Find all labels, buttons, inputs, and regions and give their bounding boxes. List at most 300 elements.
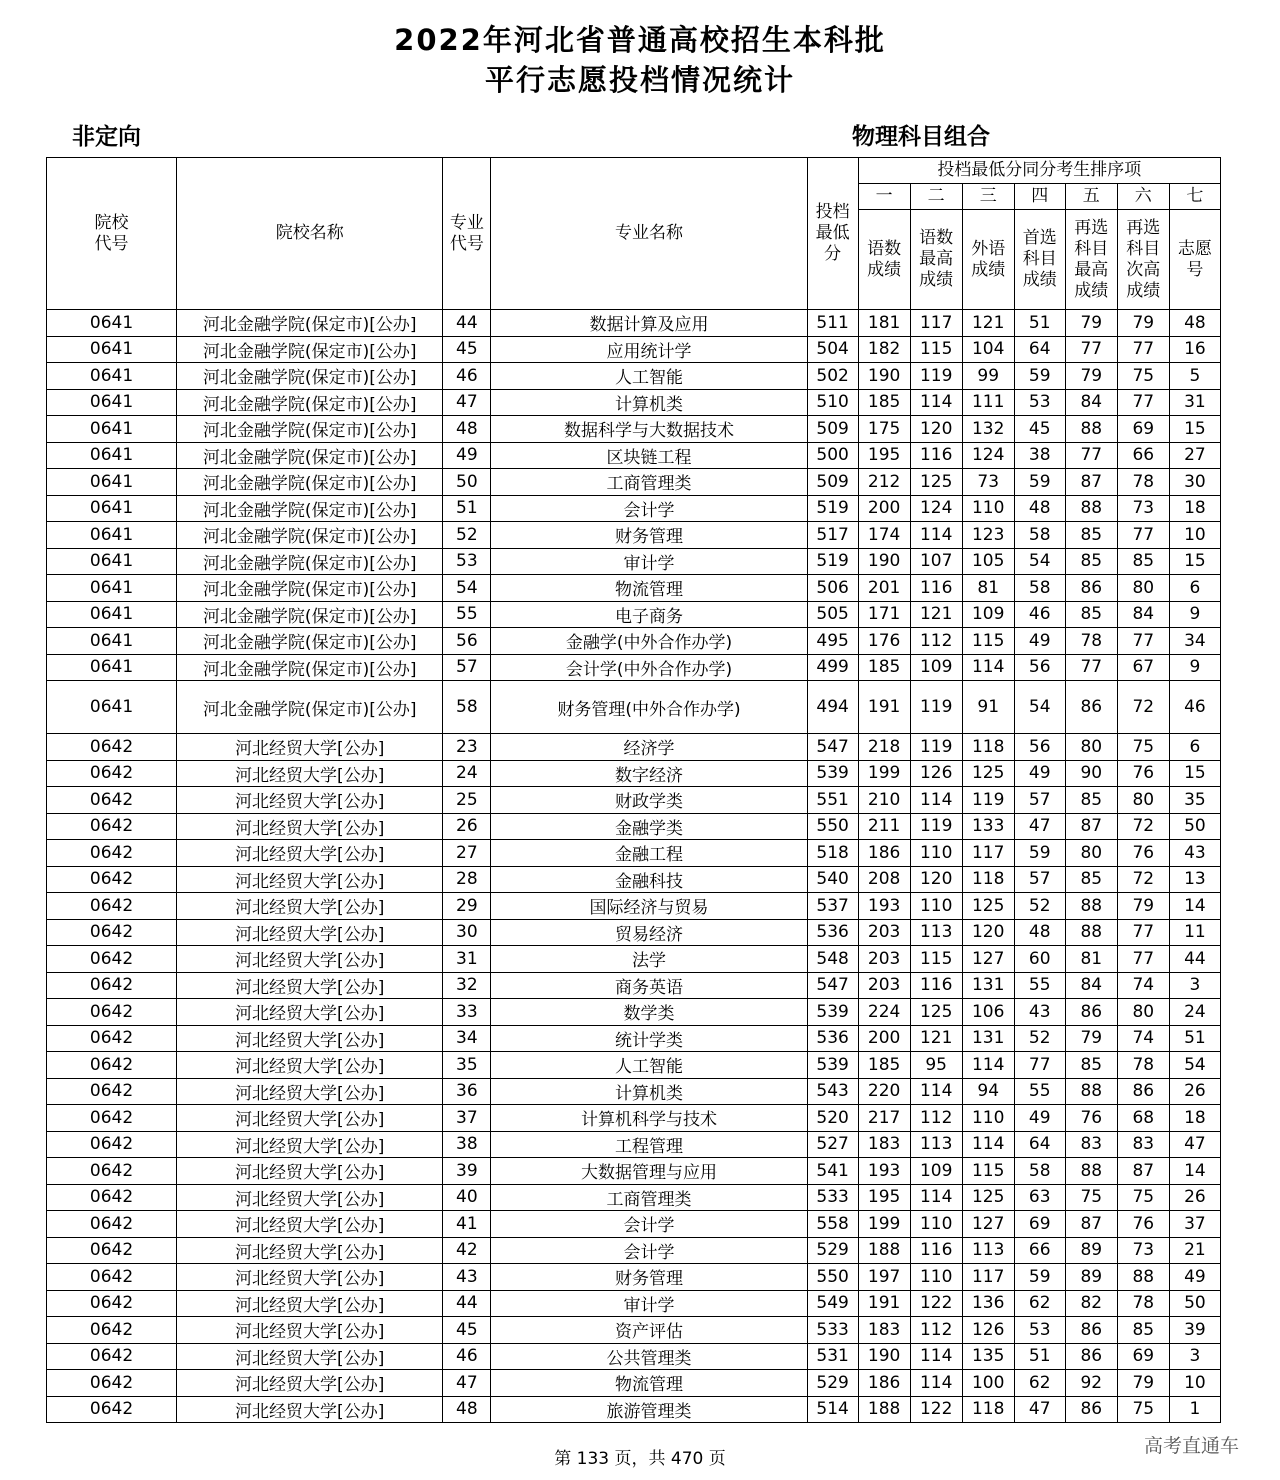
- cell-major-code: 52: [443, 522, 491, 549]
- cell-min-score: 505: [807, 601, 858, 628]
- cell-foreign-lang: 120: [962, 919, 1014, 946]
- cell-first-subject: 59: [1014, 840, 1065, 867]
- cell-school-code: 0641: [47, 310, 177, 337]
- cell-school-name: 河北金融学院(保定市)[公办]: [177, 363, 443, 390]
- cell-choice-no: 30: [1169, 469, 1220, 496]
- cell-choice-no: 26: [1169, 1078, 1220, 1105]
- cell-reselect-max: 84: [1065, 389, 1117, 416]
- cell-reselect-max: 87: [1065, 469, 1117, 496]
- cell-reselect-second: 76: [1117, 1211, 1169, 1238]
- cell-reselect-second: 67: [1117, 654, 1169, 681]
- cell-reselect-second: 87: [1117, 1158, 1169, 1185]
- cell-reselect-second: 69: [1117, 1343, 1169, 1370]
- cell-school-name: 河北经贸大学[公办]: [177, 1237, 443, 1264]
- cell-chinese-math-max: 115: [910, 946, 962, 973]
- cell-school-name: 河北金融学院(保定市)[公办]: [177, 548, 443, 575]
- cell-reselect-max: 86: [1065, 575, 1117, 602]
- cell-min-score: 547: [807, 734, 858, 761]
- cell-reselect-second: 77: [1117, 336, 1169, 363]
- cell-major-name: 统计学类: [491, 1025, 807, 1052]
- cell-min-score: 541: [807, 1158, 858, 1185]
- cell-reselect-max: 82: [1065, 1290, 1117, 1317]
- cell-school-code: 0642: [47, 866, 177, 893]
- cell-min-score: 550: [807, 813, 858, 840]
- cell-school-code: 0642: [47, 1290, 177, 1317]
- cell-chinese-math-max: 114: [910, 787, 962, 814]
- cell-major-name: 金融学(中外合作办学): [491, 628, 807, 655]
- cell-school-name: 河北经贸大学[公办]: [177, 1211, 443, 1238]
- subheader-left: 非定向: [72, 124, 141, 150]
- table-row: [47, 363, 1221, 390]
- cell-major-name: 法学: [491, 946, 807, 973]
- cell-reselect-second: 73: [1117, 495, 1169, 522]
- cell-chinese-math-max: 114: [910, 1184, 962, 1211]
- cell-first-subject: 48: [1014, 919, 1065, 946]
- cell-major-name: 电子商务: [491, 601, 807, 628]
- cell-major-code: 47: [443, 1370, 491, 1397]
- cell-school-code: 0642: [47, 1025, 177, 1052]
- cell-choice-no: 49: [1169, 1264, 1220, 1291]
- cell-choice-no: 11: [1169, 919, 1220, 946]
- cell-chinese-math: 208: [858, 866, 910, 893]
- cell-first-subject: 47: [1014, 1396, 1065, 1423]
- cell-reselect-max: 81: [1065, 946, 1117, 973]
- cell-choice-no: 15: [1169, 416, 1220, 443]
- cell-major-name: 大数据管理与应用: [491, 1158, 807, 1185]
- cell-school-name: 河北经贸大学[公办]: [177, 760, 443, 787]
- cell-foreign-lang: 125: [962, 1184, 1014, 1211]
- table-row: [47, 654, 1221, 681]
- cell-first-subject: 46: [1014, 601, 1065, 628]
- cell-school-code: 0641: [47, 628, 177, 655]
- cell-min-score: 514: [807, 1396, 858, 1423]
- cell-min-score: 539: [807, 760, 858, 787]
- cell-min-score: 502: [807, 363, 858, 390]
- cell-school-name: 河北经贸大学[公办]: [177, 1158, 443, 1185]
- cell-choice-no: 3: [1169, 1343, 1220, 1370]
- cell-chinese-math-max: 109: [910, 1158, 962, 1185]
- cell-chinese-math: 190: [858, 1343, 910, 1370]
- cell-reselect-second: 77: [1117, 946, 1169, 973]
- cell-major-name: 金融学类: [491, 813, 807, 840]
- cell-chinese-math-max: 124: [910, 495, 962, 522]
- cell-major-code: 48: [443, 1396, 491, 1423]
- cell-choice-no: 27: [1169, 442, 1220, 469]
- table-row: [47, 1078, 1221, 1105]
- cell-foreign-lang: 113: [962, 1237, 1014, 1264]
- header-rank-7: 七: [1169, 184, 1220, 210]
- cell-foreign-lang: 131: [962, 1025, 1014, 1052]
- cell-reselect-second: 78: [1117, 1052, 1169, 1079]
- cell-choice-no: 24: [1169, 999, 1220, 1026]
- cell-school-name: 河北经贸大学[公办]: [177, 1396, 443, 1423]
- cell-min-score: 519: [807, 548, 858, 575]
- cell-first-subject: 62: [1014, 1290, 1065, 1317]
- cell-reselect-second: 72: [1117, 681, 1169, 734]
- header-sub-6: 再选科目次高成绩: [1117, 210, 1169, 310]
- cell-reselect-max: 85: [1065, 866, 1117, 893]
- cell-min-score: 547: [807, 972, 858, 999]
- table-row: [47, 1131, 1221, 1158]
- cell-first-subject: 49: [1014, 628, 1065, 655]
- cell-major-code: 25: [443, 787, 491, 814]
- cell-major-code: 28: [443, 866, 491, 893]
- cell-chinese-math-max: 114: [910, 522, 962, 549]
- cell-chinese-math: 210: [858, 787, 910, 814]
- cell-major-name: 物流管理: [491, 1370, 807, 1397]
- cell-chinese-math-max: 116: [910, 575, 962, 602]
- cell-first-subject: 57: [1014, 866, 1065, 893]
- cell-chinese-math: 185: [858, 1052, 910, 1079]
- cell-reselect-second: 73: [1117, 1237, 1169, 1264]
- cell-reselect-second: 85: [1117, 1317, 1169, 1344]
- cell-school-name: 河北经贸大学[公办]: [177, 972, 443, 999]
- cell-major-code: 29: [443, 893, 491, 920]
- cell-chinese-math: 183: [858, 1317, 910, 1344]
- cell-foreign-lang: 111: [962, 389, 1014, 416]
- cell-min-score: 550: [807, 1264, 858, 1291]
- cell-reselect-max: 89: [1065, 1264, 1117, 1291]
- page-title-line1: 2022年河北省普通高校招生本科批: [394, 23, 886, 57]
- admission-table: [46, 157, 1221, 1423]
- cell-school-code: 0641: [47, 522, 177, 549]
- cell-major-name: 工商管理类: [491, 469, 807, 496]
- cell-reselect-max: 86: [1065, 999, 1117, 1026]
- cell-chinese-math-max: 110: [910, 840, 962, 867]
- cell-foreign-lang: 105: [962, 548, 1014, 575]
- cell-foreign-lang: 81: [962, 575, 1014, 602]
- page-title-line2: 平行志愿投档情况统计: [484, 63, 795, 97]
- cell-foreign-lang: 106: [962, 999, 1014, 1026]
- cell-chinese-math: 188: [858, 1396, 910, 1423]
- cell-chinese-math: 181: [858, 310, 910, 337]
- cell-major-name: 金融科技: [491, 866, 807, 893]
- header-school-name: 院校名称: [177, 158, 443, 310]
- cell-chinese-math: 185: [858, 389, 910, 416]
- cell-chinese-math-max: 120: [910, 416, 962, 443]
- cell-chinese-math-max: 114: [910, 1343, 962, 1370]
- table-row: [47, 1211, 1221, 1238]
- cell-chinese-math-max: 125: [910, 999, 962, 1026]
- cell-school-code: 0642: [47, 893, 177, 920]
- cell-foreign-lang: 117: [962, 840, 1014, 867]
- table-row: [47, 1290, 1221, 1317]
- cell-school-name: 河北金融学院(保定市)[公办]: [177, 601, 443, 628]
- cell-first-subject: 49: [1014, 760, 1065, 787]
- cell-foreign-lang: 114: [962, 1052, 1014, 1079]
- cell-min-score: 533: [807, 1317, 858, 1344]
- cell-major-name: 工商管理类: [491, 1184, 807, 1211]
- cell-reselect-max: 80: [1065, 734, 1117, 761]
- cell-school-name: 河北经贸大学[公办]: [177, 946, 443, 973]
- cell-reselect-second: 77: [1117, 389, 1169, 416]
- cell-choice-no: 15: [1169, 760, 1220, 787]
- cell-foreign-lang: 114: [962, 654, 1014, 681]
- cell-reselect-second: 84: [1117, 601, 1169, 628]
- cell-major-code: 54: [443, 575, 491, 602]
- table-row: [47, 1237, 1221, 1264]
- cell-choice-no: 13: [1169, 866, 1220, 893]
- cell-foreign-lang: 136: [962, 1290, 1014, 1317]
- table-row: [47, 946, 1221, 973]
- cell-major-code: 43: [443, 1264, 491, 1291]
- table-row: [47, 1396, 1221, 1423]
- cell-major-code: 46: [443, 363, 491, 390]
- cell-chinese-math-max: 122: [910, 1290, 962, 1317]
- cell-major-name: 会计学: [491, 1211, 807, 1238]
- cell-major-name: 审计学: [491, 548, 807, 575]
- cell-chinese-math-max: 113: [910, 919, 962, 946]
- cell-reselect-second: 75: [1117, 1184, 1169, 1211]
- cell-reselect-max: 77: [1065, 654, 1117, 681]
- cell-chinese-math: 200: [858, 495, 910, 522]
- cell-first-subject: 56: [1014, 734, 1065, 761]
- cell-first-subject: 43: [1014, 999, 1065, 1026]
- cell-choice-no: 5: [1169, 363, 1220, 390]
- cell-min-score: 539: [807, 999, 858, 1026]
- cell-major-code: 36: [443, 1078, 491, 1105]
- page-footer: 第 133 页，共 470 页: [554, 1449, 726, 1469]
- cell-major-code: 34: [443, 1025, 491, 1052]
- cell-chinese-math-max: 112: [910, 628, 962, 655]
- cell-major-name: 贸易经济: [491, 919, 807, 946]
- cell-first-subject: 59: [1014, 1264, 1065, 1291]
- cell-min-score: 495: [807, 628, 858, 655]
- cell-chinese-math: 191: [858, 681, 910, 734]
- cell-reselect-max: 88: [1065, 893, 1117, 920]
- cell-min-score: 540: [807, 866, 858, 893]
- cell-min-score: 504: [807, 336, 858, 363]
- cell-reselect-second: 79: [1117, 1370, 1169, 1397]
- cell-first-subject: 62: [1014, 1370, 1065, 1397]
- cell-foreign-lang: 115: [962, 1158, 1014, 1185]
- cell-reselect-max: 77: [1065, 336, 1117, 363]
- cell-major-name: 公共管理类: [491, 1343, 807, 1370]
- cell-first-subject: 49: [1014, 1105, 1065, 1132]
- cell-major-code: 55: [443, 601, 491, 628]
- cell-foreign-lang: 124: [962, 442, 1014, 469]
- cell-first-subject: 66: [1014, 1237, 1065, 1264]
- cell-reselect-max: 87: [1065, 1211, 1117, 1238]
- cell-choice-no: 9: [1169, 601, 1220, 628]
- cell-foreign-lang: 115: [962, 628, 1014, 655]
- table-row: [47, 999, 1221, 1026]
- cell-school-name: 河北经贸大学[公办]: [177, 1131, 443, 1158]
- cell-reselect-max: 90: [1065, 760, 1117, 787]
- header-sub-5: 再选科目最高成绩: [1065, 210, 1117, 310]
- cell-school-code: 0642: [47, 1052, 177, 1079]
- cell-major-name: 审计学: [491, 1290, 807, 1317]
- cell-chinese-math: 188: [858, 1237, 910, 1264]
- cell-chinese-math-max: 112: [910, 1317, 962, 1344]
- cell-first-subject: 47: [1014, 813, 1065, 840]
- cell-first-subject: 38: [1014, 442, 1065, 469]
- header-major-code: 专业代号: [443, 158, 491, 310]
- cell-school-name: 河北金融学院(保定市)[公办]: [177, 469, 443, 496]
- cell-reselect-second: 80: [1117, 575, 1169, 602]
- cell-major-name: 应用统计学: [491, 336, 807, 363]
- cell-min-score: 510: [807, 389, 858, 416]
- cell-major-name: 国际经济与贸易: [491, 893, 807, 920]
- cell-first-subject: 55: [1014, 1078, 1065, 1105]
- table-row: [47, 575, 1221, 602]
- table-row: [47, 972, 1221, 999]
- cell-major-name: 资产评估: [491, 1317, 807, 1344]
- cell-first-subject: 60: [1014, 946, 1065, 973]
- cell-min-score: 529: [807, 1237, 858, 1264]
- cell-min-score: 511: [807, 310, 858, 337]
- cell-major-name: 计算机科学与技术: [491, 1105, 807, 1132]
- cell-school-name: 河北经贸大学[公办]: [177, 787, 443, 814]
- cell-school-code: 0642: [47, 1105, 177, 1132]
- cell-school-code: 0641: [47, 654, 177, 681]
- cell-major-code: 44: [443, 310, 491, 337]
- table-row: [47, 336, 1221, 363]
- cell-reselect-second: 74: [1117, 1025, 1169, 1052]
- table-row: [47, 310, 1221, 337]
- table-row: [47, 548, 1221, 575]
- cell-min-score: 537: [807, 893, 858, 920]
- cell-major-code: 40: [443, 1184, 491, 1211]
- cell-foreign-lang: 100: [962, 1370, 1014, 1397]
- cell-min-score: 518: [807, 840, 858, 867]
- cell-min-score: 517: [807, 522, 858, 549]
- cell-foreign-lang: 127: [962, 1211, 1014, 1238]
- cell-school-code: 0641: [47, 389, 177, 416]
- table-row: [47, 1105, 1221, 1132]
- cell-foreign-lang: 117: [962, 1264, 1014, 1291]
- cell-choice-no: 54: [1169, 1052, 1220, 1079]
- cell-school-code: 0642: [47, 1343, 177, 1370]
- cell-min-score: 539: [807, 1052, 858, 1079]
- cell-chinese-math: 195: [858, 1184, 910, 1211]
- cell-chinese-math-max: 121: [910, 601, 962, 628]
- cell-choice-no: 37: [1169, 1211, 1220, 1238]
- cell-chinese-math: 190: [858, 548, 910, 575]
- cell-reselect-second: 80: [1117, 999, 1169, 1026]
- cell-school-code: 0642: [47, 787, 177, 814]
- cell-school-name: 河北金融学院(保定市)[公办]: [177, 336, 443, 363]
- header-tiebreak-group: 投档最低分同分考生排序项: [858, 158, 1220, 184]
- cell-school-name: 河北金融学院(保定市)[公办]: [177, 575, 443, 602]
- cell-reselect-max: 77: [1065, 442, 1117, 469]
- cell-reselect-max: 85: [1065, 601, 1117, 628]
- cell-min-score: 536: [807, 1025, 858, 1052]
- subheader-right: 物理科目组合: [852, 124, 990, 150]
- cell-major-name: 计算机类: [491, 1078, 807, 1105]
- cell-major-name: 经济学: [491, 734, 807, 761]
- cell-foreign-lang: 133: [962, 813, 1014, 840]
- cell-school-name: 河北经贸大学[公办]: [177, 893, 443, 920]
- cell-min-score: 500: [807, 442, 858, 469]
- cell-foreign-lang: 104: [962, 336, 1014, 363]
- table-row: [47, 681, 1221, 734]
- cell-school-name: 河北经贸大学[公办]: [177, 999, 443, 1026]
- cell-foreign-lang: 118: [962, 866, 1014, 893]
- cell-chinese-math: 201: [858, 575, 910, 602]
- cell-choice-no: 50: [1169, 813, 1220, 840]
- cell-reselect-second: 77: [1117, 522, 1169, 549]
- cell-min-score: 549: [807, 1290, 858, 1317]
- cell-min-score: 551: [807, 787, 858, 814]
- cell-choice-no: 14: [1169, 1158, 1220, 1185]
- cell-choice-no: 50: [1169, 1290, 1220, 1317]
- cell-foreign-lang: 110: [962, 1105, 1014, 1132]
- cell-major-code: 41: [443, 1211, 491, 1238]
- cell-first-subject: 52: [1014, 893, 1065, 920]
- cell-reselect-second: 75: [1117, 734, 1169, 761]
- header-rank-1: 一: [858, 184, 910, 210]
- header-sub-1: 语数成绩: [858, 210, 910, 310]
- cell-major-name: 数学类: [491, 999, 807, 1026]
- cell-major-code: 33: [443, 999, 491, 1026]
- cell-school-name: 河北经贸大学[公办]: [177, 1105, 443, 1132]
- cell-school-code: 0641: [47, 363, 177, 390]
- header-sub-3: 外语成绩: [962, 210, 1014, 310]
- table-row: [47, 787, 1221, 814]
- cell-choice-no: 39: [1169, 1317, 1220, 1344]
- cell-foreign-lang: 131: [962, 972, 1014, 999]
- cell-min-score: 527: [807, 1131, 858, 1158]
- cell-chinese-math: 199: [858, 1211, 910, 1238]
- cell-reselect-second: 69: [1117, 416, 1169, 443]
- table-row: [47, 1052, 1221, 1079]
- cell-major-name: 人工智能: [491, 363, 807, 390]
- cell-reselect-second: 77: [1117, 628, 1169, 655]
- table-row: [47, 866, 1221, 893]
- cell-choice-no: 15: [1169, 548, 1220, 575]
- cell-chinese-math-max: 125: [910, 469, 962, 496]
- cell-major-name: 会计学: [491, 1237, 807, 1264]
- cell-chinese-math: 203: [858, 972, 910, 999]
- cell-chinese-math-max: 115: [910, 336, 962, 363]
- header-rank-3: 三: [962, 184, 1014, 210]
- table-row: [47, 495, 1221, 522]
- cell-reselect-max: 85: [1065, 787, 1117, 814]
- cell-chinese-math-max: 109: [910, 654, 962, 681]
- cell-school-code: 0642: [47, 760, 177, 787]
- cell-chinese-math: 211: [858, 813, 910, 840]
- cell-major-code: 44: [443, 1290, 491, 1317]
- cell-school-name: 河北经贸大学[公办]: [177, 813, 443, 840]
- cell-school-code: 0642: [47, 1370, 177, 1397]
- header-min-score: 投档最低分: [807, 158, 858, 310]
- cell-first-subject: 58: [1014, 1158, 1065, 1185]
- header-rank-6: 六: [1117, 184, 1169, 210]
- cell-chinese-math: 224: [858, 999, 910, 1026]
- cell-reselect-max: 86: [1065, 1317, 1117, 1344]
- cell-chinese-math: 185: [858, 654, 910, 681]
- cell-major-code: 42: [443, 1237, 491, 1264]
- cell-chinese-math-max: 114: [910, 389, 962, 416]
- cell-school-name: 河北经贸大学[公办]: [177, 1052, 443, 1079]
- cell-reselect-max: 84: [1065, 972, 1117, 999]
- cell-choice-no: 18: [1169, 1105, 1220, 1132]
- cell-choice-no: 18: [1169, 495, 1220, 522]
- cell-major-name: 物流管理: [491, 575, 807, 602]
- cell-school-code: 0642: [47, 946, 177, 973]
- cell-reselect-max: 89: [1065, 1237, 1117, 1264]
- cell-choice-no: 9: [1169, 654, 1220, 681]
- cell-school-code: 0641: [47, 548, 177, 575]
- cell-chinese-math: 176: [858, 628, 910, 655]
- cell-reselect-second: 86: [1117, 1078, 1169, 1105]
- cell-chinese-math-max: 112: [910, 1105, 962, 1132]
- table-row: [47, 734, 1221, 761]
- cell-chinese-math: 200: [858, 1025, 910, 1052]
- cell-school-name: 河北金融学院(保定市)[公办]: [177, 495, 443, 522]
- cell-foreign-lang: 123: [962, 522, 1014, 549]
